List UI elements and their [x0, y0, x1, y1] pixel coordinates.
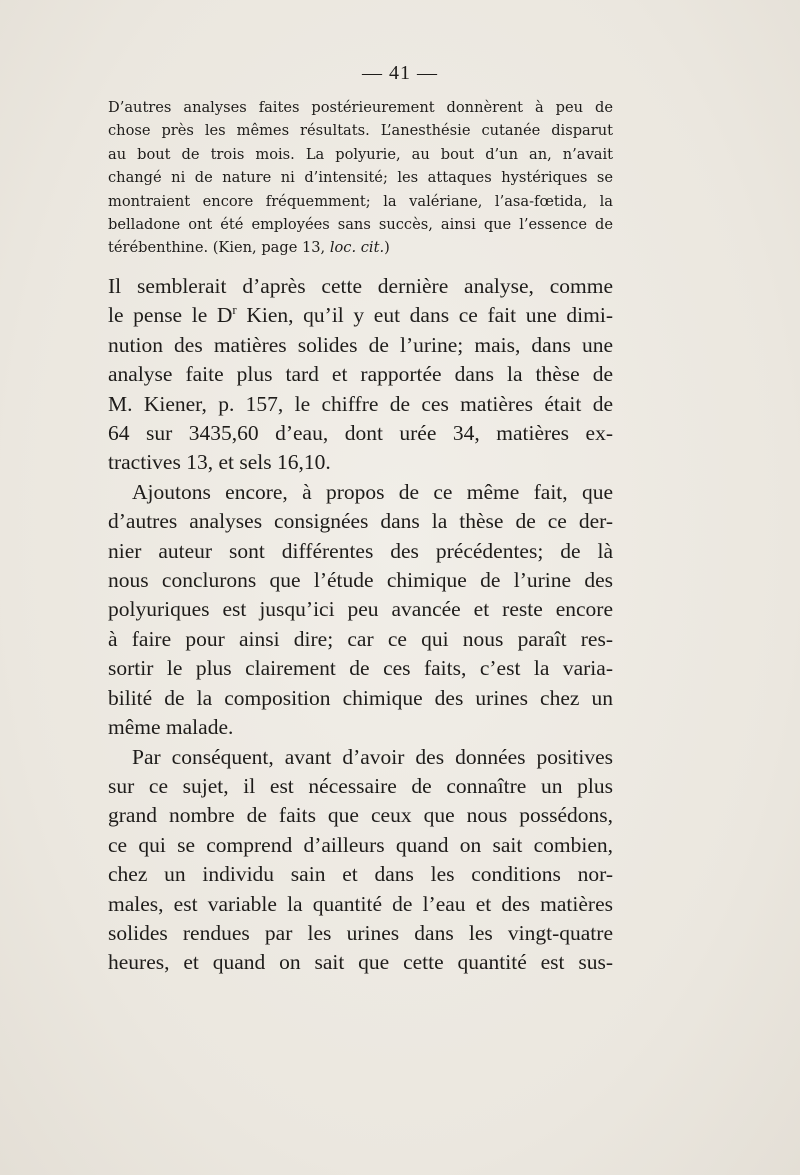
- note-line: montraient encore fréquemment; la valériane, l’asa-fœtida, la: [108, 192, 613, 210]
- body-line: nous conclurons que l’étude chimique de l’urine des: [108, 568, 613, 593]
- note-last-line-close: ): [384, 239, 390, 257]
- body-line: heures, et quand on sait que cette quantité est sus-: [108, 950, 613, 975]
- body-line: solides rendues par les urines dans les vingt-quatre: [108, 920, 613, 945]
- doctor-superscript: r: [232, 303, 237, 318]
- body-line: bilité de la composition chimique des urines chez un: [108, 685, 613, 710]
- note-last-line: [108, 236, 613, 259]
- citation-loc-cit: loc. cit.: [329, 239, 385, 257]
- body-line: chez un individu sain et dans les conditions nor-: [108, 862, 613, 887]
- body-line: sur ce sujet, il est nécessaire de connaître un plus: [108, 773, 613, 798]
- body-line: grand nombre de faits que ceux que nous possédons,: [108, 803, 613, 828]
- body-line: sortir le plus clairement de ces faits, c’est la varia-: [108, 656, 613, 681]
- body-line: nier auteur sont différentes des précédentes; de là: [108, 538, 613, 563]
- body-line: à faire pour ainsi dire; car ce qui nous paraît res-: [108, 626, 613, 651]
- body-line: polyuriques est jusqu’ici peu avancée et reste encore: [108, 597, 613, 622]
- body-line: analyse faite plus tard et rapportée dans la thèse de: [108, 362, 613, 387]
- page-number: — 41 —: [362, 62, 438, 84]
- note-line: changé ni de nature ni d’intensité; les attaques hystériques se: [108, 169, 613, 187]
- note-last-line-text: térébenthine. (Kien, page 13,: [108, 239, 330, 257]
- case-note-paragraph: [108, 96, 613, 260]
- body-line: 64 sur 3435,60 d’eau, dont urée 34, matières ex-: [108, 421, 613, 446]
- body-line: ce qui se comprend d’ailleurs quand on sait combien,: [108, 832, 613, 857]
- note-line: belladone ont été employées sans succès, ainsi que l’essence de: [108, 216, 613, 234]
- body-line: males, est variable la quantité de l’eau et des matières: [108, 891, 613, 916]
- body-line: Par conséquent, avant d’avoir des données positives: [132, 744, 613, 769]
- body-line-doctor: [108, 301, 613, 330]
- body-line: M. Kiener, p. 157, le chiffre de ces matières était de: [108, 391, 613, 416]
- note-line: au bout de trois mois. La polyurie, au bout d’un an, n’avait: [108, 145, 613, 163]
- body-line: tractives 13, et sels 16,10.: [108, 450, 331, 475]
- main-text: [108, 272, 613, 978]
- body-line-part: le pense le D: [108, 303, 233, 328]
- body-line-part: Kien, qu’il y eut dans ce fait une dimi-: [236, 303, 613, 328]
- note-line: D’autres analyses faites postérieurement donnèrent à peu de: [108, 99, 613, 116]
- note-line: chose près les mêmes résultats. L’anesthésie cutanée disparut: [108, 122, 613, 140]
- body-line: nution des matières solides de l’urine; mais, dans une: [108, 332, 613, 357]
- body-line: Ajoutons encore, à propos de ce même fait, que: [132, 479, 613, 504]
- body-line: même malade.: [108, 715, 234, 740]
- body-line: d’autres analyses consignées dans la thèse de ce der-: [108, 509, 613, 534]
- body-line: Il semblerait d’après cette dernière analyse, comme: [108, 274, 613, 298]
